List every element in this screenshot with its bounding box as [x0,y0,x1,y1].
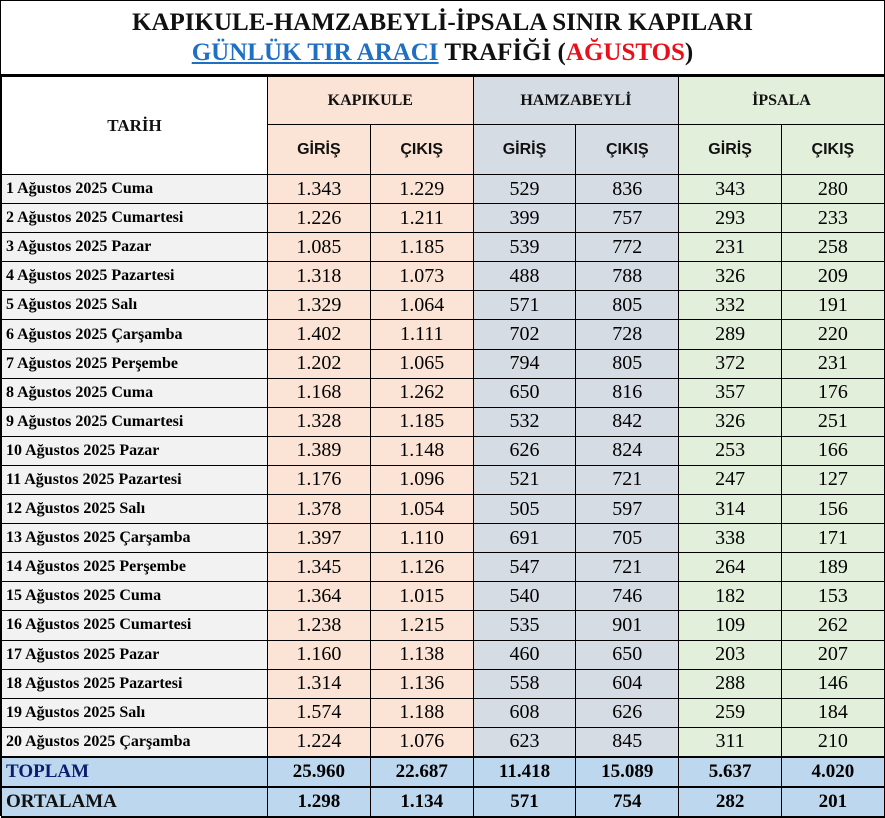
header-kapikule-entry: GİRİŞ [268,125,371,175]
kapikule-exit-cell: 1.073 [370,262,473,291]
hamzabeyli-entry-cell: 691 [473,524,576,553]
table-row [2,611,885,640]
row-date-cell: 1 Ağustos 2025 Cuma [2,175,268,204]
hamzabeyli-entry-cell: 488 [473,262,576,291]
ipsala-exit-cell: 191 [781,291,884,320]
ipsala-entry-cell: 182 [679,582,782,611]
kapikule-entry-cell: 1.314 [268,669,371,698]
ipsala-entry-cell: 332 [679,291,782,320]
ipsala-exit-cell: 127 [781,465,884,494]
ipsala-exit-cell: 210 [781,727,884,757]
hamzabeyli-exit-cell: 816 [576,378,679,407]
hamzabeyli-entry-cell: 650 [473,378,576,407]
hamzabeyli-entry-cell: 535 [473,611,576,640]
hamzabeyli-entry-cell: 702 [473,320,576,349]
kapikule-exit-cell: 1.064 [370,291,473,320]
ipsala-entry-cell: 247 [679,465,782,494]
table-row [2,378,885,407]
hamzabeyli-entry-cell: 558 [473,669,576,698]
kapikule-entry-cell: 1.343 [268,175,371,204]
title-end-part: ) [684,38,694,66]
table-row [2,436,885,465]
hamzabeyli-exit-cell: 788 [576,262,679,291]
hamzabeyli-entry-cell: 539 [473,233,576,262]
kapikule-exit-cell: 1.188 [370,698,473,727]
ipsala-exit-cell: 207 [781,640,884,669]
table-row [2,669,885,698]
table-row [2,320,885,349]
ipsala-exit-cell: 280 [781,175,884,204]
ipsala-exit-cell: 258 [781,233,884,262]
hamzabeyli-exit-cell: 728 [576,320,679,349]
hamzabeyli-entry-cell: 626 [473,436,576,465]
ipsala-entry-cell: 343 [679,175,782,204]
traffic-table [1,76,885,818]
hamzabeyli-exit-cell: 772 [576,233,679,262]
ipsala-exit-cell: 156 [781,495,884,524]
kapikule-entry-cell: 1.378 [268,495,371,524]
title-box [1,1,884,76]
ipsala-exit-cell: 231 [781,349,884,378]
table-body [2,175,885,757]
kapikule-exit-cell: 1.054 [370,495,473,524]
hamzabeyli-entry-cell: 623 [473,727,576,757]
table-row [2,640,885,669]
ipsala-exit-cell: 184 [781,698,884,727]
kapikule-entry-cell: 1.224 [268,727,371,757]
kapikule-exit-cell: 1.185 [370,407,473,436]
hamzabeyli-exit-cell: 805 [576,291,679,320]
total-kapikule-exit: 22.687 [370,757,473,787]
total-ipsala-exit: 4.020 [781,757,884,787]
ipsala-entry-cell: 253 [679,436,782,465]
kapikule-exit-cell: 1.065 [370,349,473,378]
row-date-cell: 5 Ağustos 2025 Salı [2,291,268,320]
kapikule-exit-cell: 1.185 [370,233,473,262]
table-row [2,495,885,524]
kapikule-exit-cell: 1.138 [370,640,473,669]
hamzabeyli-exit-cell: 901 [576,611,679,640]
title-line-1: KAPIKULE-HAMZABEYLİ-İPSALA SINIR KAPILARI [132,8,753,36]
hamzabeyli-entry-cell: 399 [473,204,576,233]
title-line-2 [1,38,884,68]
row-date-cell: 19 Ağustos 2025 Salı [2,698,268,727]
ipsala-exit-cell: 262 [781,611,884,640]
kapikule-entry-cell: 1.318 [268,262,371,291]
row-date-cell: 17 Ağustos 2025 Pazar [2,640,268,669]
kapikule-exit-cell: 1.229 [370,175,473,204]
header-ipsala-entry: GİRİŞ [679,125,782,175]
hamzabeyli-entry-cell: 521 [473,465,576,494]
row-date-cell: 20 Ağustos 2025 Çarşamba [2,727,268,757]
hamzabeyli-entry-cell: 540 [473,582,576,611]
row-date-cell: 11 Ağustos 2025 Pazartesi [2,465,268,494]
ipsala-exit-cell: 209 [781,262,884,291]
row-date-cell: 18 Ağustos 2025 Pazartesi [2,669,268,698]
kapikule-entry-cell: 1.160 [268,640,371,669]
avg-ipsala-entry: 282 [679,787,782,817]
hamzabeyli-exit-cell: 824 [576,436,679,465]
header-group-ipsala: İPSALA [679,77,885,125]
ipsala-exit-cell: 171 [781,524,884,553]
ipsala-entry-cell: 372 [679,349,782,378]
ipsala-exit-cell: 251 [781,407,884,436]
total-ipsala-entry: 5.637 [679,757,782,787]
header-date: TARİH [2,77,268,175]
kapikule-exit-cell: 1.126 [370,553,473,582]
hamzabeyli-exit-cell: 805 [576,349,679,378]
row-date-cell: 13 Ağustos 2025 Çarşamba [2,524,268,553]
hamzabeyli-exit-cell: 746 [576,582,679,611]
ipsala-entry-cell: 338 [679,524,782,553]
ipsala-entry-cell: 231 [679,233,782,262]
header-ipsala-exit: ÇIKIŞ [781,125,884,175]
ipsala-entry-cell: 357 [679,378,782,407]
ipsala-exit-cell: 146 [781,669,884,698]
table-row [2,349,885,378]
kapikule-exit-cell: 1.211 [370,204,473,233]
hamzabeyli-entry-cell: 608 [473,698,576,727]
kapikule-entry-cell: 1.329 [268,291,371,320]
kapikule-entry-cell: 1.402 [268,320,371,349]
ipsala-exit-cell: 220 [781,320,884,349]
kapikule-exit-cell: 1.262 [370,378,473,407]
table-row [2,233,885,262]
row-date-cell: 4 Ağustos 2025 Pazartesi [2,262,268,291]
hamzabeyli-exit-cell: 705 [576,524,679,553]
ipsala-entry-cell: 326 [679,262,782,291]
kapikule-exit-cell: 1.096 [370,465,473,494]
table-row [2,262,885,291]
header-group-kapikule: KAPIKULE [268,77,474,125]
row-date-cell: 15 Ağustos 2025 Cuma [2,582,268,611]
ipsala-entry-cell: 326 [679,407,782,436]
avg-hamzabeyli-entry: 571 [473,787,576,817]
hamzabeyli-exit-cell: 721 [576,465,679,494]
ipsala-entry-cell: 203 [679,640,782,669]
kapikule-entry-cell: 1.238 [268,611,371,640]
table-row [2,175,885,204]
totals-row [2,757,885,787]
kapikule-exit-cell: 1.015 [370,582,473,611]
table-row [2,465,885,494]
averages-row [2,787,885,817]
kapikule-entry-cell: 1.389 [268,436,371,465]
row-date-cell: 2 Ağustos 2025 Cumartesi [2,204,268,233]
kapikule-entry-cell: 1.397 [268,524,371,553]
table-row [2,524,885,553]
kapikule-entry-cell: 1.176 [268,465,371,494]
kapikule-entry-cell: 1.574 [268,698,371,727]
header-kapikule-exit: ÇIKIŞ [370,125,473,175]
ipsala-exit-cell: 189 [781,553,884,582]
kapikule-exit-cell: 1.110 [370,524,473,553]
table-row [2,553,885,582]
kapikule-entry-cell: 1.328 [268,407,371,436]
kapikule-entry-cell: 1.168 [268,378,371,407]
total-kapikule-entry: 25.960 [268,757,371,787]
kapikule-entry-cell: 1.345 [268,553,371,582]
table-row [2,698,885,727]
kapikule-exit-cell: 1.136 [370,669,473,698]
table-row [2,204,885,233]
title-month: AĞUSTOS [565,38,685,66]
table-row [2,407,885,436]
hamzabeyli-exit-cell: 845 [576,727,679,757]
kapikule-entry-cell: 1.085 [268,233,371,262]
hamzabeyli-exit-cell: 836 [576,175,679,204]
ipsala-entry-cell: 264 [679,553,782,582]
row-date-cell: 9 Ağustos 2025 Cumartesi [2,407,268,436]
total-hamzabeyli-exit: 15.089 [576,757,679,787]
table-row [2,727,885,757]
hamzabeyli-entry-cell: 794 [473,349,576,378]
title-underlined-part: GÜNLÜK TIR ARACI [191,38,439,66]
hamzabeyli-entry-cell: 529 [473,175,576,204]
kapikule-entry-cell: 1.202 [268,349,371,378]
hamzabeyli-exit-cell: 626 [576,698,679,727]
hamzabeyli-exit-cell: 597 [576,495,679,524]
hamzabeyli-exit-cell: 842 [576,407,679,436]
ipsala-entry-cell: 259 [679,698,782,727]
row-date-cell: 6 Ağustos 2025 Çarşamba [2,320,268,349]
ipsala-entry-cell: 293 [679,204,782,233]
hamzabeyli-exit-cell: 604 [576,669,679,698]
header-hamzabeyli-exit: ÇIKIŞ [576,125,679,175]
avg-hamzabeyli-exit: 754 [576,787,679,817]
total-hamzabeyli-entry: 11.418 [473,757,576,787]
avg-ipsala-exit: 201 [781,787,884,817]
avg-kapikule-entry: 1.298 [268,787,371,817]
averages-label: ORTALAMA [2,787,268,817]
kapikule-exit-cell: 1.111 [370,320,473,349]
hamzabeyli-entry-cell: 532 [473,407,576,436]
ipsala-entry-cell: 289 [679,320,782,349]
ipsala-exit-cell: 166 [781,436,884,465]
kapikule-exit-cell: 1.076 [370,727,473,757]
totals-label: TOPLAM [2,757,268,787]
hamzabeyli-entry-cell: 505 [473,495,576,524]
header-group-hamzabeyli: HAMZABEYLİ [473,77,679,125]
row-date-cell: 14 Ağustos 2025 Perşembe [2,553,268,582]
avg-kapikule-exit: 1.134 [370,787,473,817]
row-date-cell: 16 Ağustos 2025 Cumartesi [2,611,268,640]
row-date-cell: 3 Ağustos 2025 Pazar [2,233,268,262]
ipsala-entry-cell: 288 [679,669,782,698]
row-date-cell: 10 Ağustos 2025 Pazar [2,436,268,465]
ipsala-entry-cell: 314 [679,495,782,524]
ipsala-exit-cell: 153 [781,582,884,611]
hamzabeyli-exit-cell: 721 [576,553,679,582]
kapikule-entry-cell: 1.226 [268,204,371,233]
row-date-cell: 8 Ağustos 2025 Cuma [2,378,268,407]
ipsala-exit-cell: 176 [781,378,884,407]
kapikule-exit-cell: 1.215 [370,611,473,640]
hamzabeyli-entry-cell: 571 [473,291,576,320]
ipsala-entry-cell: 311 [679,727,782,757]
header-hamzabeyli-entry: GİRİŞ [473,125,576,175]
hamzabeyli-entry-cell: 547 [473,553,576,582]
table-row [2,291,885,320]
title-middle-part: TRAFİĞİ ( [438,38,566,66]
ipsala-exit-cell: 233 [781,204,884,233]
ipsala-entry-cell: 109 [679,611,782,640]
table-row [2,582,885,611]
hamzabeyli-entry-cell: 460 [473,640,576,669]
row-date-cell: 7 Ağustos 2025 Perşembe [2,349,268,378]
kapikule-exit-cell: 1.148 [370,436,473,465]
hamzabeyli-exit-cell: 757 [576,204,679,233]
hamzabeyli-exit-cell: 650 [576,640,679,669]
kapikule-entry-cell: 1.364 [268,582,371,611]
row-date-cell: 12 Ağustos 2025 Salı [2,495,268,524]
